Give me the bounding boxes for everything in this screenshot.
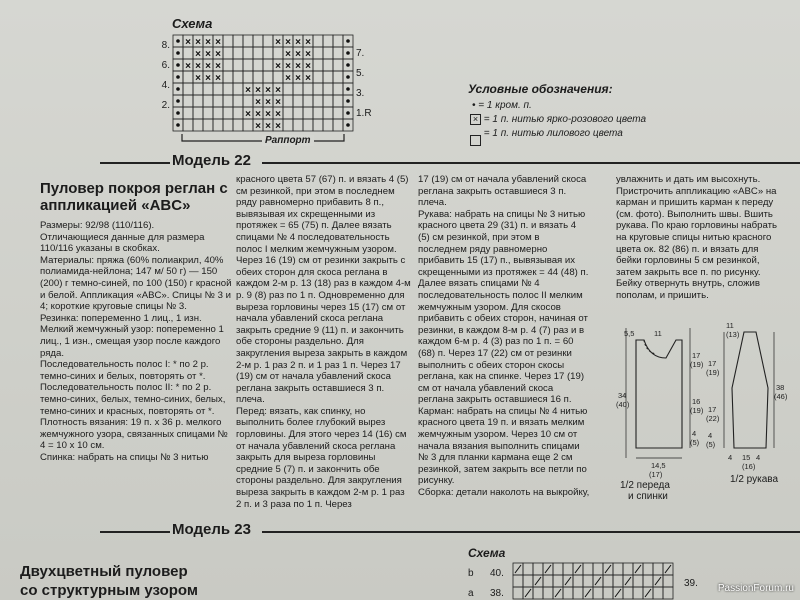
chart-cell: [183, 47, 193, 59]
cross-icon: ×: [195, 61, 201, 72]
cross-icon: ×: [275, 109, 281, 120]
schema-title: Схема: [172, 16, 213, 31]
svg-text:17: 17: [708, 359, 717, 368]
chart-cell: [643, 575, 653, 587]
svg-text:(5): (5): [706, 440, 716, 449]
cross-icon: ×: [185, 37, 191, 48]
chart-cell: [603, 575, 613, 587]
slash-icon: [565, 577, 571, 585]
chart-cell: [533, 563, 543, 575]
chart-cell: [553, 563, 563, 575]
chart-cell: [223, 83, 233, 95]
chart-cell: [233, 47, 243, 59]
cross-icon: ×: [185, 61, 191, 72]
cross-icon: ×: [275, 61, 281, 72]
chart-cell: [193, 83, 203, 95]
chart-cell: [303, 83, 313, 95]
dot-icon: [346, 87, 350, 91]
cross-icon: ×: [215, 61, 221, 72]
cross-icon: ×: [275, 121, 281, 132]
row-label-b: b: [468, 568, 474, 579]
chart-cell: [253, 59, 263, 71]
chart-cell: [603, 587, 613, 599]
chart-cell: [293, 119, 303, 131]
chart-cell: [293, 83, 303, 95]
chart-cell: [553, 575, 563, 587]
dot-icon: [176, 51, 180, 55]
chart-cell: [333, 95, 343, 107]
chart-cell: [193, 95, 203, 107]
sleeve-outline: [732, 332, 768, 448]
dot-icon: [346, 51, 350, 55]
chart-cell: [303, 107, 313, 119]
cross-icon: ×: [285, 73, 291, 84]
row-number-40: 40.: [490, 568, 504, 579]
chart-cell: [563, 587, 573, 599]
chart-cell: [303, 119, 313, 131]
chart-cell: [193, 107, 203, 119]
dot-icon: [346, 111, 350, 115]
slash-icon: [525, 589, 531, 597]
sleeve-caption: 1/2 рукава: [730, 474, 779, 485]
dot-icon: [346, 123, 350, 127]
cross-icon: ×: [255, 97, 261, 108]
svg-text:11: 11: [726, 321, 734, 330]
cross-icon: ×: [265, 109, 271, 120]
chart-cell: [243, 119, 253, 131]
svg-text:(46): (46): [774, 392, 788, 401]
svg-text:17: 17: [692, 351, 701, 360]
chart-cell: [283, 107, 293, 119]
dot-icon: [176, 39, 180, 43]
chart-cell: [613, 563, 623, 575]
slash-icon: [575, 565, 581, 573]
cross-icon: ×: [470, 114, 481, 125]
chart-cell: [623, 563, 633, 575]
svg-text:34: 34: [618, 391, 627, 400]
front-back-outline: [636, 340, 682, 448]
model-23-schema-title: Схема: [468, 546, 506, 560]
chart-cell: [323, 95, 333, 107]
chart-cell: [263, 71, 273, 83]
cross-icon: ×: [205, 73, 211, 84]
legend-item-edge: • = 1 кром. п.: [472, 100, 532, 111]
chart-cell: [223, 59, 233, 71]
chart-cell: [583, 575, 593, 587]
cross-icon: ×: [275, 85, 281, 96]
svg-text:(5): (5): [690, 438, 700, 447]
cross-icon: ×: [275, 37, 281, 48]
chart-cell: [183, 95, 193, 107]
chart-cell: [243, 71, 253, 83]
legend-title: Условные обозначения:: [468, 82, 613, 96]
cross-icon: ×: [305, 49, 311, 60]
chart-cell: [223, 119, 233, 131]
row-number-38: 38.: [490, 588, 504, 599]
chart-cell: [243, 59, 253, 71]
square-icon: [470, 135, 481, 146]
chart-cell: [183, 119, 193, 131]
chart-cell: [293, 107, 303, 119]
chart-cell: [543, 587, 553, 599]
svg-text:38: 38: [776, 383, 785, 392]
chart-cell: [313, 119, 323, 131]
chart-cell: [313, 47, 323, 59]
chart-cell: [633, 575, 643, 587]
chart-cell: [283, 95, 293, 107]
cross-icon: ×: [195, 73, 201, 84]
chart-cell: [243, 35, 253, 47]
dot-icon: •: [472, 100, 476, 111]
model-22-column-4: увлажнить и дать им высохнуть. Пристрочить аппликацию «ABC» на карман и пришить карман к переду (см. фото). Выполнить швы. Вшить рукава. По краю горловины набрать на круговые спицы нитью красного цвета ок. 82 (86) п. и вязать для бейки горловины 5 см резинкой, затем закрыть все п. по рисунку. Бейку отвернуть внутрь, сложив пополам, и пришить.: [616, 174, 778, 301]
model-23-chart-grid: [512, 562, 680, 600]
legend-item-pink: × = 1 п. нитью ярко-розового цвета: [470, 114, 646, 125]
chart-cell: [663, 587, 673, 599]
slash-icon: [555, 589, 561, 597]
svg-text:15: 15: [742, 453, 751, 462]
cross-icon: ×: [215, 73, 221, 84]
chart-cell: [653, 587, 663, 599]
watermark: PassionForum.ru: [717, 583, 794, 594]
svg-text:17: 17: [708, 405, 717, 414]
chart-cell: [563, 563, 573, 575]
chart-cell: [183, 107, 193, 119]
knitting-chart-grid: [172, 34, 354, 134]
cross-icon: ×: [195, 49, 201, 60]
chart-cell: [323, 71, 333, 83]
slash-icon: [605, 565, 611, 573]
cross-icon: ×: [295, 61, 301, 72]
chart-cell: [243, 47, 253, 59]
chart-cell: [253, 47, 263, 59]
chart-cell: [203, 83, 213, 95]
model-23-title: Двухцветный пуловер со структурным узором: [20, 563, 198, 599]
svg-text:(19): (19): [706, 368, 720, 377]
svg-text:4: 4: [756, 453, 761, 462]
slash-icon: [585, 589, 591, 597]
svg-text:(19): (19): [690, 406, 704, 415]
slash-icon: [625, 577, 631, 585]
chart-cell: [593, 587, 603, 599]
svg-text:(22): (22): [706, 414, 720, 423]
chart-cell: [333, 59, 343, 71]
chart-cell: [213, 83, 223, 95]
chart-cell: [613, 575, 623, 587]
svg-text:4: 4: [708, 431, 713, 440]
cross-icon: ×: [255, 109, 261, 120]
dot-icon: [346, 63, 350, 67]
cross-icon: ×: [265, 97, 271, 108]
chart-cell: [203, 107, 213, 119]
chart-cell: [593, 563, 603, 575]
chart-cell: [633, 587, 643, 599]
svg-text:(19): (19): [690, 360, 704, 369]
chart-cell: [323, 59, 333, 71]
model-22-column-3: 17 (19) см от начала убавлений скоса реглана закрыть оставшиеся 3 п. плеча. Рукава: набрать на спицы № 3 нитью красного цвета 29 (31) п. и вязать 4 (5) см резинкой, при этом в последнем ряду равномерно прибавить 15 (17) п., вывязывая их скрещенными из протяжек = 44 (48) п. Далее вязать спицами № 4 последовательность полос II мелким жемчужным узором. Для скосов прибавить с обеих сторон, начиная от резинки, в каждом 8-м р. 4 (7) раз и в каждом 6-м р. 4 (3) раз по 1 п. = 60 (68) п. Через 17 (22) см от резинки выполнить с обеих сторон скосы реглана, как на спинке. Через 17 (19) см от начала убавлений скоса реглана закрыть оставшиеся 16 п. Карман: набрать на спицы № 4 нитью красного цвета 19 п. и вязать мелким жемчужным узором. Через 10 см от начала вязания выполнить спицами № 3 для планки кармана еще 2 см резинкой, затем закрыть все петли по рисунку. Сборка: детали наколоть на выкройку,: [418, 174, 590, 499]
chart-cell: [323, 119, 333, 131]
cross-icon: ×: [305, 61, 311, 72]
chart-cell: [223, 47, 233, 59]
chart-cell: [253, 71, 263, 83]
chart-cell: [313, 95, 323, 107]
cross-icon: ×: [295, 73, 301, 84]
dot-icon: [346, 99, 350, 103]
chart-cell: [263, 35, 273, 47]
slash-icon: [615, 589, 621, 597]
chart-cell: [283, 83, 293, 95]
dot-icon: [176, 111, 180, 115]
row-label-a: a: [468, 588, 474, 599]
cross-icon: ×: [305, 73, 311, 84]
chart-cell: [223, 35, 233, 47]
cross-icon: ×: [215, 37, 221, 48]
slash-icon: [515, 565, 521, 573]
chart-cell: [333, 83, 343, 95]
cross-icon: ×: [195, 37, 201, 48]
chart-cell: [233, 95, 243, 107]
cross-icon: ×: [275, 97, 281, 108]
dot-icon: [176, 99, 180, 103]
cross-icon: ×: [255, 85, 261, 96]
chart-cell: [333, 71, 343, 83]
slash-icon: [535, 577, 541, 585]
slash-icon: [595, 577, 601, 585]
chart-cell: [213, 119, 223, 131]
chart-cell: [223, 71, 233, 83]
chart-cell: [273, 71, 283, 83]
chart-cell: [513, 587, 523, 599]
chart-cell: [233, 107, 243, 119]
cross-icon: ×: [295, 49, 301, 60]
chart-cell: [323, 83, 333, 95]
chart-cell: [263, 59, 273, 71]
chart-cell: [213, 95, 223, 107]
chart-cell: [233, 35, 243, 47]
repeat-label: Раппорт: [262, 135, 314, 146]
chart-cell: [183, 71, 193, 83]
model-22-column-1: Размеры: 92/98 (110/116). Отличающиеся данные для размера 110/116 указаны в скобках. Материалы: пряжа (60% полиакрил, 40% полиамида-нейлона; 147 м/ 50 г) — 150 (200) г темно-синей, по 100 (150) г красной и белой. Аппликация «ABC». Спицы № 3 и 4; короткие круговые спицы № 3. Резинка: попеременно 1 лиц., 1 изн. Мелкий жемчужный узор: попеременно 1 лиц., 1 изн., смещая узор после каждого ряда. Последовательность полос I: * по 2 р. темно-синих и белых, повторять от *. Последовательность полос II: * по 2 р. темно-синих, белых, темно-синих, белых, темно-синих и красных, повторять от *. Плотность вязания: 19 п. x 36 р. мелкого жемчужного узора, связанных спицами № 4 = 10 x 10 см. Спинка: набрать на спицы № 3 нитью: [40, 220, 232, 463]
svg-text:16: 16: [692, 397, 701, 406]
svg-text:4: 4: [692, 429, 697, 438]
svg-text:11: 11: [654, 329, 662, 338]
cross-icon: ×: [265, 121, 271, 132]
slash-icon: [655, 577, 661, 585]
chart-cell: [233, 71, 243, 83]
chart-cell: [313, 71, 323, 83]
cross-icon: ×: [295, 37, 301, 48]
schema-row-numbers-left: 8. 6. 4. 2.: [161, 40, 170, 111]
slash-icon: [635, 565, 641, 573]
chart-cell: [623, 587, 633, 599]
chart-cell: [333, 47, 343, 59]
chart-cell: [263, 47, 273, 59]
chart-cell: [333, 119, 343, 131]
cross-icon: ×: [285, 49, 291, 60]
pattern-diagrams: [596, 318, 796, 486]
cross-icon: ×: [255, 121, 261, 132]
slash-icon: [665, 565, 671, 573]
chart-cell: [653, 563, 663, 575]
svg-text:(40): (40): [616, 400, 630, 409]
slash-icon: [645, 589, 651, 597]
chart-cell: [223, 107, 233, 119]
chart-cell: [303, 95, 313, 107]
row-number-39: 39.: [684, 578, 698, 589]
chart-cell: [253, 35, 263, 47]
model-22-header: Модель 22: [172, 152, 251, 169]
chart-cell: [273, 47, 283, 59]
chart-cell: [323, 47, 333, 59]
chart-cell: [573, 587, 583, 599]
chart-cell: [663, 575, 673, 587]
chart-cell: [233, 83, 243, 95]
cross-icon: ×: [245, 85, 251, 96]
chart-cell: [223, 95, 233, 107]
dot-icon: [176, 75, 180, 79]
svg-text:5,5: 5,5: [624, 329, 635, 338]
svg-text:(16): (16): [742, 462, 756, 471]
cross-icon: ×: [285, 37, 291, 48]
chart-cell: [523, 575, 533, 587]
chart-cell: [313, 83, 323, 95]
chart-cell: [543, 575, 553, 587]
cross-icon: ×: [305, 37, 311, 48]
chart-cell: [233, 119, 243, 131]
legend-item-lilac: = 1 п. нитью лилового цвета: [470, 128, 623, 146]
svg-text:4: 4: [728, 453, 733, 462]
dot-icon: [176, 123, 180, 127]
chart-cell: [213, 107, 223, 119]
chart-cell: [323, 35, 333, 47]
model-23-header: Модель 23: [172, 521, 251, 538]
slash-icon: [545, 565, 551, 573]
chart-cell: [193, 119, 203, 131]
chart-cell: [183, 83, 193, 95]
chart-cell: [243, 95, 253, 107]
chart-cell: [203, 119, 213, 131]
cross-icon: ×: [205, 49, 211, 60]
dot-icon: [346, 75, 350, 79]
chart-cell: [643, 563, 653, 575]
svg-text:(13): (13): [726, 330, 740, 339]
dot-icon: [176, 87, 180, 91]
chart-cell: [583, 563, 593, 575]
dot-icon: [346, 39, 350, 43]
chart-cell: [523, 563, 533, 575]
cross-icon: ×: [245, 109, 251, 120]
cross-icon: ×: [215, 49, 221, 60]
front-back-caption: 1/2 переда и спинки: [620, 480, 670, 502]
chart-cell: [573, 575, 583, 587]
cross-icon: ×: [205, 61, 211, 72]
cross-icon: ×: [205, 37, 211, 48]
chart-cell: [513, 575, 523, 587]
chart-cell: [233, 59, 243, 71]
cross-icon: ×: [285, 61, 291, 72]
chart-cell: [333, 107, 343, 119]
svg-text:(17): (17): [649, 470, 663, 479]
chart-cell: [293, 95, 303, 107]
chart-cell: [283, 119, 293, 131]
dot-icon: [176, 63, 180, 67]
schema-row-numbers-right: 7. 5. 3. 1.R: [356, 48, 372, 119]
svg-text:14,5: 14,5: [651, 461, 666, 470]
chart-cell: [203, 95, 213, 107]
chart-cell: [313, 59, 323, 71]
chart-cell: [313, 35, 323, 47]
model-22-title: Пуловер покроя реглан с аппликацией «ABC»: [40, 180, 228, 214]
chart-cell: [323, 107, 333, 119]
chart-cell: [533, 587, 543, 599]
chart-cell: [313, 107, 323, 119]
chart-cell: [333, 35, 343, 47]
cross-icon: ×: [265, 85, 271, 96]
model-22-column-2: красного цвета 57 (67) п. и вязать 4 (5) см резинкой, при этом в последнем ряду равномерно прибавить 8 п., вывязывая их скрещенными из протяжек = 65 (75) п. Далее вязать спицами № 4 последовательность полос I мелким жемчужным узором. Через 16 (19) см от резинки закрыть с обеих сторон для скоса реглана в каждом 2-м р. 13 (18) раз в каждом 4-м р. 9 (8) раз по 1 п. Одновременно для выреза горловины через 15 (17) см от начала убавлений скоса реглана закрыть средние 9 (11) п. и закончить обе стороны раздельно. Для закругления выреза закрыть в каждом 2-м р. 1 раз 2 п. и 1 раз 1 п. Через 17 (19) см от начала убавлений скоса реглана закрыть оставшиеся 3 п. плеча. Перед: вязать, как спинку, но выполнить более глубокий вырез горловины. Для этого через 14 (16) см от начала убавлений скоса реглана закрыть для выреза горловины средние 5 (7) п. и закончить обе стороны раздельно. Для закругления выреза закрыть в каждом 2-м р. 1 раз 2 п. и 3 раза по 1 п. Через: [236, 174, 411, 510]
